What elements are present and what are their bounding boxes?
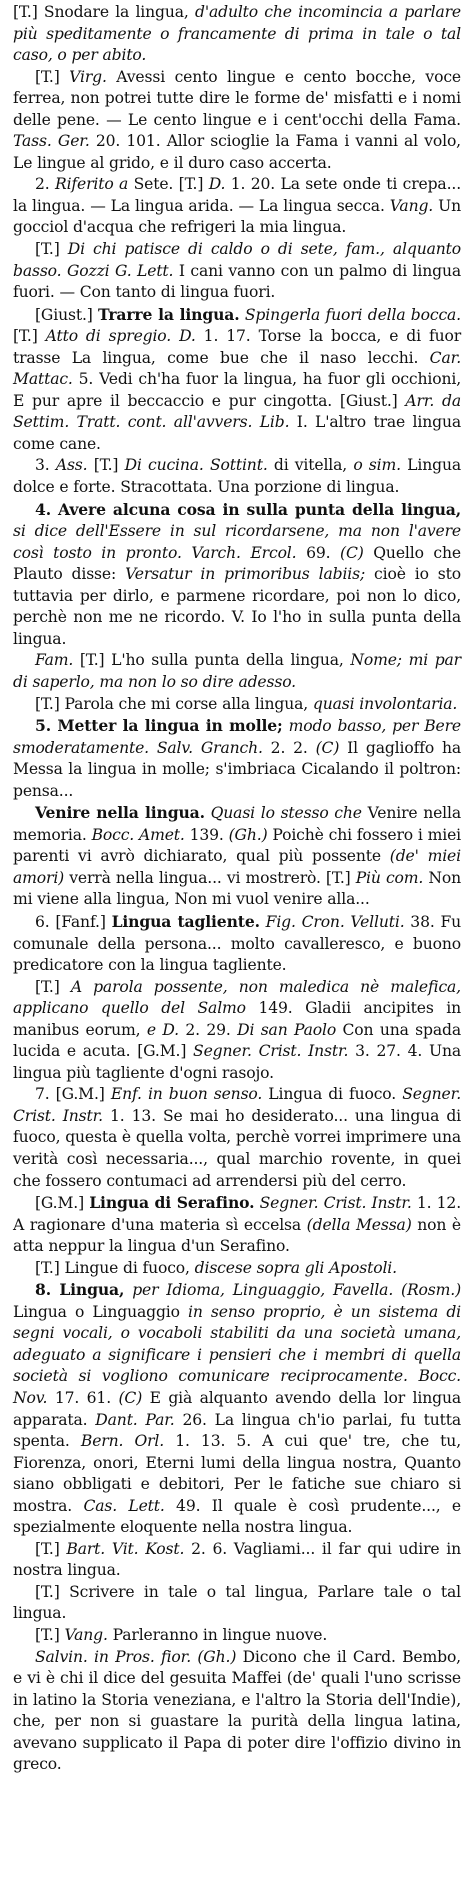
italic-text: Di cucina. Sottint. xyxy=(124,456,268,475)
text-run: Il gaglioffo ha Messa la lingua in molle; s'imbriaca Cicalando il poltron: pensa... xyxy=(13,738,462,800)
entry-paragraph xyxy=(13,174,461,239)
text-run: 17. 61. xyxy=(47,1389,119,1407)
italic-text: Più com. xyxy=(355,868,424,887)
italic-text: Linguaggio, xyxy=(232,1281,326,1300)
italic-text: Fam. xyxy=(35,651,74,670)
italic-text: Ass. xyxy=(55,456,88,475)
italic-text: discese sopra gli Apostoli. xyxy=(194,1258,397,1277)
text-run: [T.] Parola che mi corse alla lingua, xyxy=(35,694,313,713)
text-run: 2. 29. xyxy=(178,1020,238,1039)
entry-paragraph xyxy=(13,1258,461,1280)
entry-paragraph xyxy=(13,1647,461,1776)
text-run xyxy=(225,1281,233,1299)
entry-paragraph xyxy=(13,650,461,693)
italic-text: D. xyxy=(208,175,226,194)
italic-text: Vang. xyxy=(389,196,434,215)
italic-text: Fig. Cron. Velluti. xyxy=(265,912,405,931)
italic-text: Enf. in buon senso. xyxy=(110,1085,263,1104)
text-run: 2. 6. Vagliami... il far qui udire in nostra lingua. xyxy=(13,1539,461,1580)
text-run: 7. [G.M.] xyxy=(35,1085,111,1104)
text-run xyxy=(393,1281,401,1299)
entry-headword: Lingua tagliente. xyxy=(111,911,260,931)
entry-paragraph xyxy=(13,977,461,1085)
text-run: [T.] xyxy=(87,456,125,475)
text-run: Lingua o Linguaggio xyxy=(13,1302,189,1321)
entry-paragraph xyxy=(13,694,461,716)
italic-text: Bern. Orl. xyxy=(80,1432,165,1451)
text-run: Poichè chi fossero i miei parenti vi avrò dichiarato, qual più possente xyxy=(13,825,461,866)
italic-text: (C) xyxy=(340,543,364,562)
text-run: Dicono che il Card. Bembo, e vi è chi il dice del gesuita Maffei (de' quali l'uno scrisse in latino la Storia veneziana, e l'altro la Storia dell'Indie), che, per non si guastare la purità della lingua latina, avevano supplicato il Papa di poter dire l'offizio divino in greco. xyxy=(13,1647,461,1774)
text-run xyxy=(325,1281,333,1299)
italic-text: (C) xyxy=(118,1389,143,1407)
text-run: [T.] Snodare la lingua, xyxy=(13,3,195,21)
italic-text: quasi involontaria. xyxy=(312,694,458,713)
italic-text: (C) xyxy=(315,738,340,757)
italic-text: Versatur in primoribus labiis; xyxy=(125,565,366,584)
text-run: Parleranno in lingue nuove. xyxy=(107,1626,328,1645)
text-run: [T.] L'ho sulla punta della lingua, xyxy=(73,651,351,670)
text-run: Con una spada lucida e acuta. [G.M.] xyxy=(13,1020,461,1061)
text-run: 38. Fu comunale della persona... molto cavalleresco, e buono predicatore con la lingua tagliente. xyxy=(13,912,462,975)
text-run: 149. Gladii ancipites in manibus eorum, xyxy=(13,999,461,1039)
text-run: 3. 27. 4. Una lingua più tagliente d'ogni rasojo. xyxy=(13,1042,461,1082)
text-run: [T.] Lingue di fuoco, xyxy=(35,1258,195,1277)
entry-paragraph xyxy=(13,2,461,67)
italic-text: modo basso, per Bere smoderatamente. Salv. Granch. xyxy=(13,717,462,757)
italic-text: Bart. Vit. Kost. xyxy=(66,1539,185,1558)
text-run: 3. xyxy=(35,456,56,475)
italic-text: Tass. Ger. xyxy=(13,132,90,151)
text-run: I cani vanno con un palmo di lingua fuori. — Con tanto di lingua fuori. xyxy=(13,261,461,302)
text-run: [T.] xyxy=(35,67,70,86)
text-run: 1. 13. Se mai ho desiderato... una lingua di fuoco, questa è quella volta, perchè vorrei imprimere una verità così necessaria..., qual marchio rovente, in quei che fossero contumaci ad arrendersi più del cerro. xyxy=(13,1106,461,1190)
entry-paragraph xyxy=(13,1279,461,1539)
italic-text: Spingerla fuori della bocca. xyxy=(244,305,461,324)
italic-text: Riferito a xyxy=(55,175,129,194)
entry-headword: Lingua di Serafino. xyxy=(89,1193,255,1213)
italic-text: (de' miei amori) xyxy=(13,847,461,887)
text-run: [T.] xyxy=(35,977,71,996)
italic-text: si dice dell'Essere in sul ricordarsene, ma non l'avere così tosto in pronto. Varch. Ercol. xyxy=(13,522,461,562)
text-run: 1. 20. La sete onde ti crepa... la lingua. — La lingua arida. — La lingua secca. xyxy=(13,175,462,215)
entry-paragraph xyxy=(13,1084,461,1192)
italic-text: Di san Paolo xyxy=(237,1020,337,1039)
entry-paragraph xyxy=(13,1539,461,1582)
italic-text: in senso proprio, è un sistema di segni vocali, o vocaboli stabiliti da una società umana, adeguato a significare i pensieri che i membri di quella società si vogliono comunicare reciprocamente. Bocc. Nov. xyxy=(13,1302,461,1407)
entry-headword: Trarre la lingua. xyxy=(98,304,240,324)
text-run: 1. 12. A ragionare d'una materia sì eccelsa xyxy=(13,1194,462,1234)
italic-text: o sim. xyxy=(353,456,401,475)
text-run: 26. La lingua ch'io parlai, fu tutta spenta. xyxy=(13,1410,461,1451)
italic-text: A parola possente, non maledica nè malefica, applicano quello del Salmo xyxy=(13,977,461,1018)
italic-text: Atto di spregio. D. xyxy=(45,327,196,346)
entry-paragraph xyxy=(13,802,461,911)
italic-text: per Idioma, xyxy=(132,1281,225,1300)
italic-text: Di chi patisce di caldo o di sete, fam., alquanto basso. Gozzi G. Lett. xyxy=(13,240,461,280)
italic-text: d'adulto che incomincia a parlare più speditamente o francamente di prima in tale o tal caso, o per abito. xyxy=(13,3,461,65)
text-run: E già alquanto avendo della lor lingua apparata. xyxy=(13,1389,462,1429)
text-run: [Giust.] xyxy=(35,305,99,324)
text-run: [T.] Scrivere in tale o tal lingua, Parlare tale o tal lingua. xyxy=(13,1582,461,1623)
text-run: 2. 2. xyxy=(262,738,316,757)
italic-text: Quasi lo stesso che xyxy=(210,804,362,823)
entry-headword: 8. Lingua, xyxy=(35,1280,125,1300)
italic-text: Bocc. Amet. xyxy=(91,825,185,844)
text-run: Lingua di fuoco. xyxy=(262,1085,403,1104)
entry-paragraph xyxy=(13,1582,461,1625)
italic-text: Segner. Crist. Instr. xyxy=(13,1085,461,1125)
italic-text: (Rosm.) xyxy=(401,1281,462,1300)
text-run: [T.] xyxy=(13,327,46,346)
italic-text: Dant. Par. xyxy=(95,1410,175,1429)
entry-paragraph xyxy=(13,67,461,175)
entry-paragraph xyxy=(13,1192,461,1258)
text-run: di vitella, xyxy=(267,456,354,475)
text-run: Venire nella memoria. xyxy=(13,804,462,844)
italic-text: Vang. xyxy=(64,1626,108,1645)
italic-text: Salvin. in Pros. fior. xyxy=(35,1647,192,1666)
text-run: 1. 17. Torse la bocca, e di fuor trasse La lingua, come bue che il naso lecchi. xyxy=(13,327,461,367)
text-run: Lingua dolce e forte. Stracottata. Una porzione di lingua. xyxy=(13,456,461,497)
text-run: 6. [Fanf.] xyxy=(35,912,112,931)
italic-text: (Gh.) xyxy=(197,1647,237,1666)
text-run: [G.M.] xyxy=(35,1194,90,1213)
entry-headword: Venire nella lingua. xyxy=(35,803,205,823)
text-run: 2. xyxy=(35,175,55,194)
text-run: non è atta neppur la lingua d'un Serafino. xyxy=(13,1215,462,1256)
text-run: 49. Il quale è così prudente..., e spezialmente eloquente nella nostra lingua. xyxy=(13,1496,462,1537)
italic-text: Virg. xyxy=(69,67,107,86)
text-run: 20. 101. Allor scioglie la Fama i vanni al volo, Le lingue al grido, e il duro caso accerta. xyxy=(13,132,461,172)
text-run: 5. Vedi ch'ha fuor la lingua, ha fuor gli occhioni, E pur apre il beccaccio e pur cingotta. [Giust.] xyxy=(13,370,461,410)
text-run: [T.] xyxy=(35,1539,67,1558)
italic-text: Nome; mi par di saperlo, ma non lo so dire adesso. xyxy=(13,651,461,691)
text-run: cioè io sto tuttavia per dirlo, e parmene ricordare, poi non lo dico, perchè non me ne ricordo. V. Io l'ho in sulla punta della lingua. xyxy=(13,565,461,648)
entry-paragraph xyxy=(13,239,461,304)
italic-text: Segner. Crist. Instr. xyxy=(259,1194,412,1213)
italic-text: (Gh.) xyxy=(228,825,268,844)
entry-paragraph xyxy=(13,304,461,456)
entry-headword: 5. Metter la lingua in molle; xyxy=(35,716,283,736)
italic-text: Arr. da Settim. Tratt. cont. all'avvers. Lib. xyxy=(13,391,461,432)
italic-text: Car. Mattac. xyxy=(13,348,461,389)
entry-paragraph xyxy=(13,1625,461,1647)
entry-headword: 4. Avere alcuna cosa in sulla punta della lingua, xyxy=(35,499,461,519)
text-run: [T.] xyxy=(35,1626,65,1645)
italic-text: Segner. Crist. Instr. xyxy=(193,1042,349,1061)
text-run: [T.] xyxy=(35,240,68,259)
italic-text: Cas. Lett. xyxy=(83,1496,165,1515)
text-run: Non mi viene alla lingua, Non mi vuol venire alla... xyxy=(13,868,461,909)
text-run: Un gocciol d'acqua che refrigeri la mia lingua. xyxy=(13,196,461,237)
text-run: 1. 13. 5. A cui que' tre, che tu, Fiorenza, onori, Eterni lumi della lingua nostra, Quanto siano obbligati e debitori, Per le fatiche sue chiaro si mostra. xyxy=(13,1432,461,1515)
text-run: Avessi cento lingue e cento bocche, voce ferrea, non potrei tutte dire le forme de' misfatti e i nomi delle pene. — Le cento lingue e i cent'occhi della Fama. xyxy=(13,67,461,129)
text-run: verrà nella lingua... vi mostrerò. [T.] xyxy=(64,868,356,887)
entry-paragraph xyxy=(13,455,461,498)
text-run: Sete. [T.] xyxy=(128,175,209,194)
text-run: I. L'altro trae lingua come cane. xyxy=(13,413,461,453)
text-run: 139. xyxy=(184,825,229,844)
italic-text: e D. xyxy=(146,1020,179,1039)
entry-paragraph xyxy=(13,911,461,977)
italic-text: Favella. xyxy=(333,1281,394,1300)
text-run: Quello che Plauto disse: xyxy=(13,543,461,584)
text-run: 69. xyxy=(296,543,341,562)
entry-paragraph xyxy=(13,499,461,651)
entry-paragraph xyxy=(13,715,461,802)
italic-text: (della Messa) xyxy=(306,1215,412,1234)
